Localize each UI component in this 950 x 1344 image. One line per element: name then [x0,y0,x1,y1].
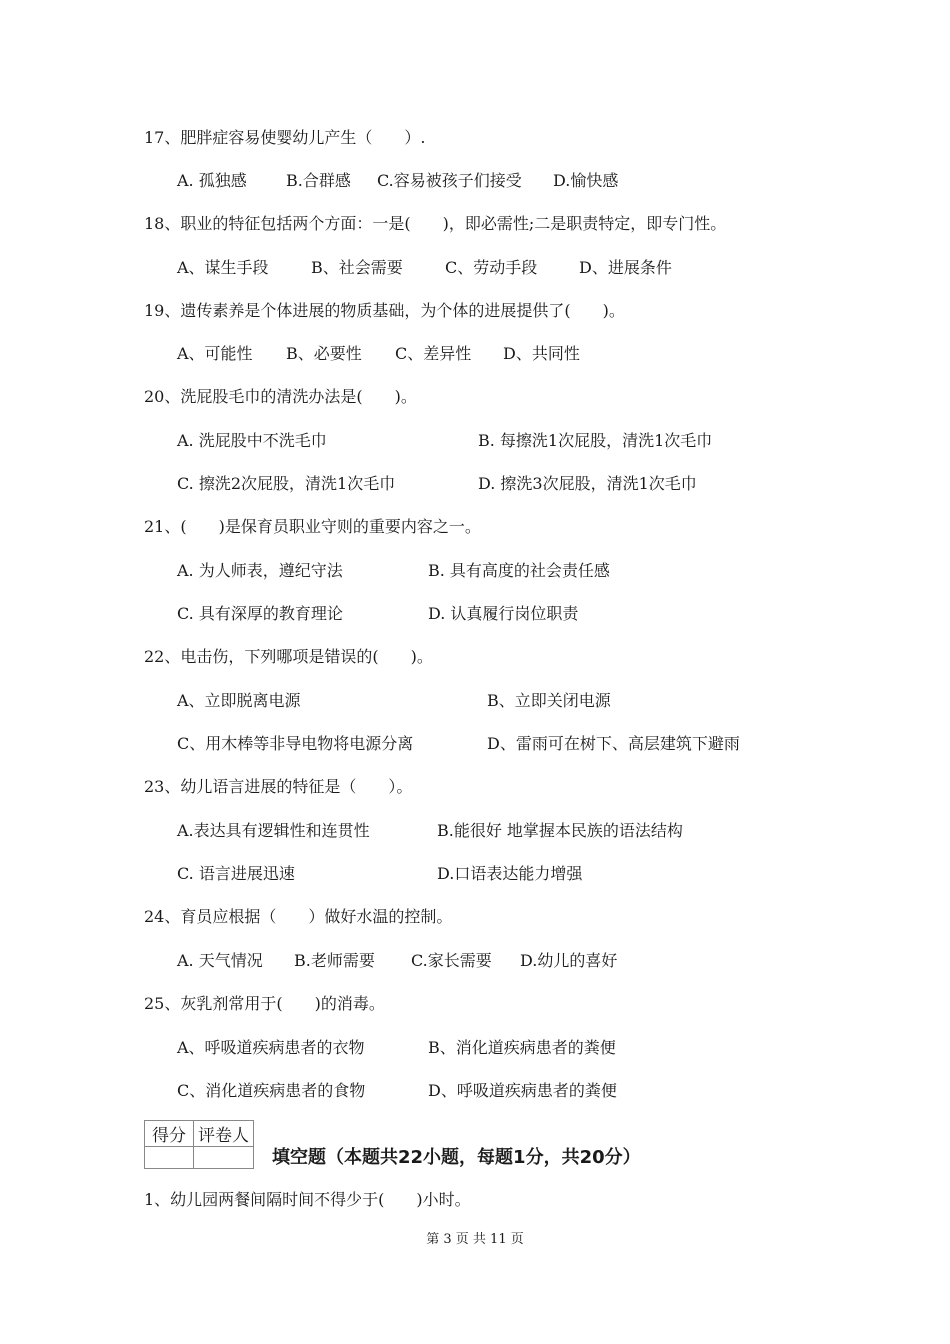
question-17: 17、肥胖症容易使婴幼儿产生（ ）. [144,128,426,147]
question-18: 18、职业的特征包括两个方面：一是( )，即必需性;二是职责特定，即专门性。 [144,214,727,233]
q25-option-a: A、呼吸道疾病患者的衣物 [177,1038,365,1057]
score-cell [145,1147,194,1169]
q22-option-b: B、立即关闭电源 [487,691,611,710]
q22-option-d: D、雷雨可在树下、高层建筑下避雨 [487,734,740,753]
q21-option-d: D. 认真履行岗位职责 [428,604,579,623]
question-24: 24、育员应根据（ ）做好水温的控制。 [144,907,453,926]
q19-option-d: D、共同性 [503,344,580,363]
grader-header: 评卷人 [194,1121,254,1147]
q17-option-c: C.容易被孩子们接受 [377,171,522,190]
q23-option-a: A.表达具有逻辑性和连贯性 [177,821,370,840]
q24-option-a: A. 天气情况 [177,951,263,970]
question-23: 23、幼儿语言进展的特征是（ ）。 [144,777,413,796]
q19-option-b: B、必要性 [286,344,362,363]
q18-option-a: A、谋生手段 [177,258,269,277]
q17-option-b: B.合群感 [286,171,351,190]
q20-option-c: C. 擦洗2次屁股，清洗1次毛巾 [177,474,396,493]
q20-option-a: A. 洗屁股中不洗毛巾 [177,431,327,450]
q25-option-d: D、呼吸道疾病患者的粪便 [428,1081,617,1100]
q24-option-d: D.幼儿的喜好 [520,951,618,970]
question-19: 19、遗传素养是个体进展的物质基础，为个体的进展提供了( )。 [144,301,625,320]
question-25: 25、灰乳剂常用于( )的消毒。 [144,994,385,1013]
score-table [144,1120,254,1169]
grader-cell [194,1147,254,1169]
q24-option-c: C.家长需要 [411,951,492,970]
q23-option-b: B.能很好 地掌握本民族的语法结构 [437,821,683,840]
q17-option-d: D.愉快感 [553,171,619,190]
q24-option-b: B.老师需要 [294,951,375,970]
q25-option-b: B、消化道疾病患者的粪便 [428,1038,616,1057]
q18-option-b: B、社会需要 [311,258,403,277]
q18-option-c: C、劳动手段 [445,258,538,277]
question-22: 22、电击伤，下列哪项是错误的( )。 [144,647,433,666]
page-footer: 第 3 页 共 11 页 [426,1232,524,1247]
q17-option-a: A. 孤独感 [177,171,247,190]
q19-option-c: C、差异性 [395,344,472,363]
question-20: 20、洗屁股毛巾的清洗办法是( )。 [144,387,417,406]
q18-option-d: D、进展条件 [579,258,672,277]
q23-option-c: C. 语言进展迅速 [177,864,295,883]
q22-option-c: C、用木棒等非导电物将电源分离 [177,734,414,753]
q21-option-b: B. 具有高度的社会责任感 [428,561,610,580]
question-21: 21、( )是保育员职业守则的重要内容之一。 [144,517,481,536]
q21-option-a: A. 为人师表，遵纪守法 [177,561,343,580]
q19-option-a: A、可能性 [177,344,253,363]
q20-option-d: D. 擦洗3次屁股，清洗1次毛巾 [478,474,697,493]
q21-option-c: C. 具有深厚的教育理论 [177,604,343,623]
fill-question-1: 1、幼儿园两餐间隔时间不得少于( )小时。 [144,1190,471,1209]
section-title: 填空题（本题共22小题，每题1分，共20分） [272,1147,641,1168]
q20-option-b: B. 每擦洗1次屁股，清洗1次毛巾 [478,431,713,450]
score-header: 得分 [145,1121,194,1147]
q25-option-c: C、消化道疾病患者的食物 [177,1081,366,1100]
q22-option-a: A、立即脱离电源 [177,691,301,710]
q23-option-d: D.口语表达能力增强 [437,864,583,883]
